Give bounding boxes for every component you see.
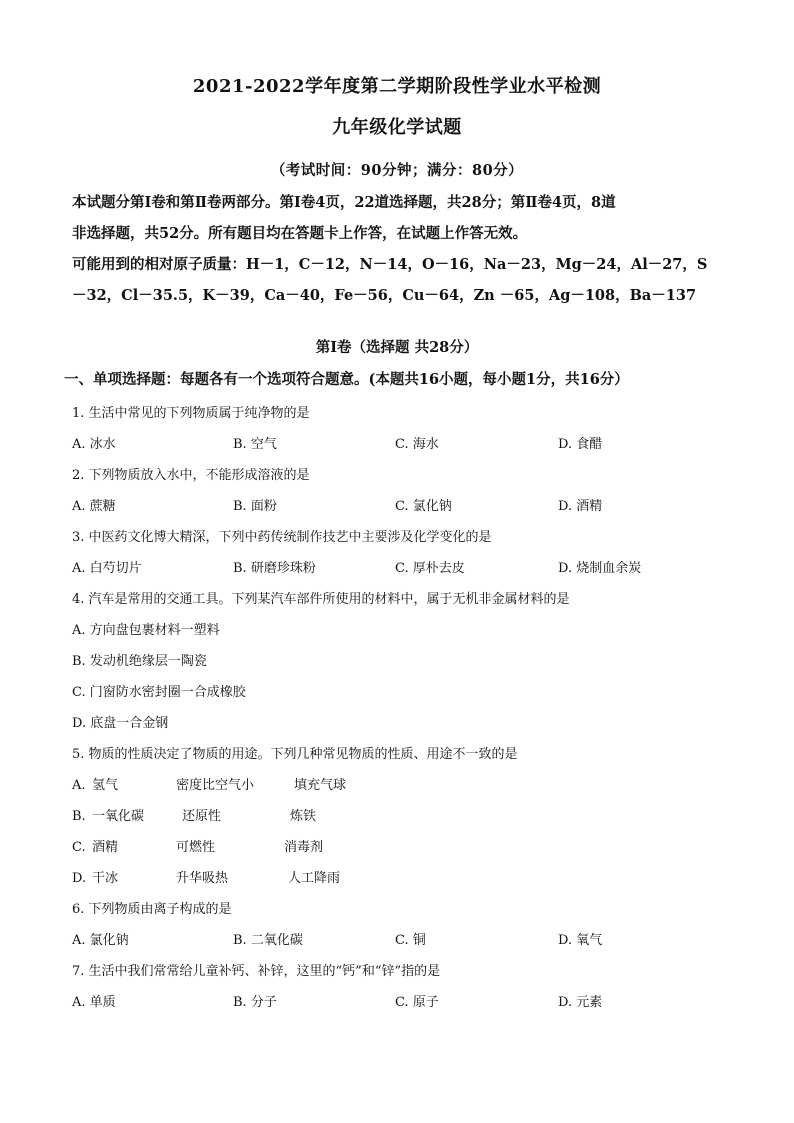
atomic-mass-line: －32，Cl－35.5，K－39，Ca－40，Fe－56，Cu－64，Zn －65，Ag－108，Ba－137: [72, 287, 697, 304]
question-stem: 5. 物质的性质决定了物质的用途。下列几种常见物质的性质、用途不一致的是: [72, 747, 518, 762]
option-label: A.: [72, 778, 86, 793]
option-d: D. 食醋: [558, 437, 603, 452]
option-b: [72, 801, 732, 832]
option-a: A. 白芍切片: [72, 561, 142, 576]
option-label: B.: [72, 809, 86, 824]
option-b: B. 二氧化碳: [233, 933, 303, 948]
option-c: C. 氯化钠: [395, 499, 452, 514]
option-row: [72, 987, 732, 1018]
exam-instructions: [72, 187, 722, 311]
option-a: A. 蔗糖: [72, 499, 116, 514]
option-c: C. 原子: [395, 995, 439, 1010]
substance-name: 氢气: [92, 778, 119, 793]
option-c: C. 海水: [395, 437, 439, 452]
option-row: [72, 925, 732, 956]
option-b: B. 分子: [233, 995, 277, 1010]
question-stem: 3. 中医药文化博大精深，下列中药传统制作技艺中主要涉及化学变化的是: [72, 530, 492, 545]
option-b: B. 空气: [233, 437, 277, 452]
substance-name: 一氧化碳: [92, 809, 145, 824]
substance-property: 还原性: [182, 809, 222, 824]
substance-use: 人工降雨: [288, 871, 341, 886]
substance-use: 炼铁: [290, 809, 317, 824]
question-stem: 7. 生活中我们常常给儿童补钙、补锌，这里的“钙”和“锌”指的是: [72, 964, 441, 979]
exam-info: （考试时间：90分钟；满分：80分）: [270, 162, 524, 179]
part-title: 一、单项选择题：每题各有一个选项符合题意。(本题共16小题，每小题1分，共16分）: [64, 371, 629, 388]
question-stem: 6. 下列物质由离子构成的是: [72, 902, 232, 917]
option-a: A. 方向盘包裹材料一塑料: [72, 623, 220, 638]
substance-property: 密度比空气小: [176, 778, 255, 793]
option-c: C. 厚朴去皮: [395, 561, 465, 576]
instructions-line: 非选择题，共52分。所有题目均在答题卡上作答，在试题上作答无效。: [72, 225, 528, 242]
substance-property: 可燃性: [176, 840, 216, 855]
option-d: D. 烧制血余炭: [558, 561, 642, 576]
option-c: C. 铜: [395, 933, 426, 948]
option-label: C.: [72, 840, 86, 855]
question-stem: 1. 生活中常见的下列物质属于纯净物的是: [72, 406, 310, 421]
option-row: [72, 429, 732, 460]
option-d: D. 底盘一合金钢: [72, 716, 169, 731]
substance-use: 填充气球: [294, 778, 347, 793]
option-b: B. 研磨珍珠粉: [233, 561, 316, 576]
instructions-line: 本试题分第Ⅰ卷和第Ⅱ卷两部分。第Ⅰ卷4页，22道选择题，共28分；第Ⅱ卷4页，8道: [72, 194, 616, 211]
substance-use: 消毒剂: [284, 840, 324, 855]
section-title: 第Ⅰ卷（选择题 共28分）: [315, 339, 479, 356]
option-a: [72, 770, 732, 801]
option-row: [72, 491, 732, 522]
substance-name: 干冰: [92, 871, 119, 886]
question-list: [72, 398, 732, 1018]
option-d: D. 氧气: [558, 933, 603, 948]
option-c: [72, 832, 732, 863]
exam-title: 2021-2022学年度第二学期阶段性学业水平检测: [192, 76, 602, 97]
option-d: [72, 863, 732, 894]
option-label: D.: [72, 871, 87, 886]
option-b: B. 面粉: [233, 499, 277, 514]
option-a: A. 氯化钠: [72, 933, 129, 948]
option-d: D. 酒精: [558, 499, 603, 514]
atomic-mass-line: 可能用到的相对原子质量：H－1，C－12，N－14，O－16，Na－23，Mg－24，Al－27，S: [72, 256, 708, 273]
question-stem: 4. 汽车是常用的交通工具。下列某汽车部件所使用的材料中，属于无机非金属材料的是: [72, 592, 570, 607]
option-d: D. 元素: [558, 995, 603, 1010]
substance-name: 酒精: [92, 840, 119, 855]
option-c: C. 门窗防水密封圈一合成橡胶: [72, 685, 246, 700]
option-b: B. 发动机绝缘层一陶瓷: [72, 654, 207, 669]
option-a: A. 单质: [72, 995, 116, 1010]
substance-property: 升华吸热: [176, 871, 229, 886]
exam-subtitle: 九年级化学试题: [332, 117, 462, 138]
question-stem: 2. 下列物质放入水中，不能形成溶液的是: [72, 468, 310, 483]
option-a: A. 冰水: [72, 437, 116, 452]
option-row: [72, 553, 732, 584]
